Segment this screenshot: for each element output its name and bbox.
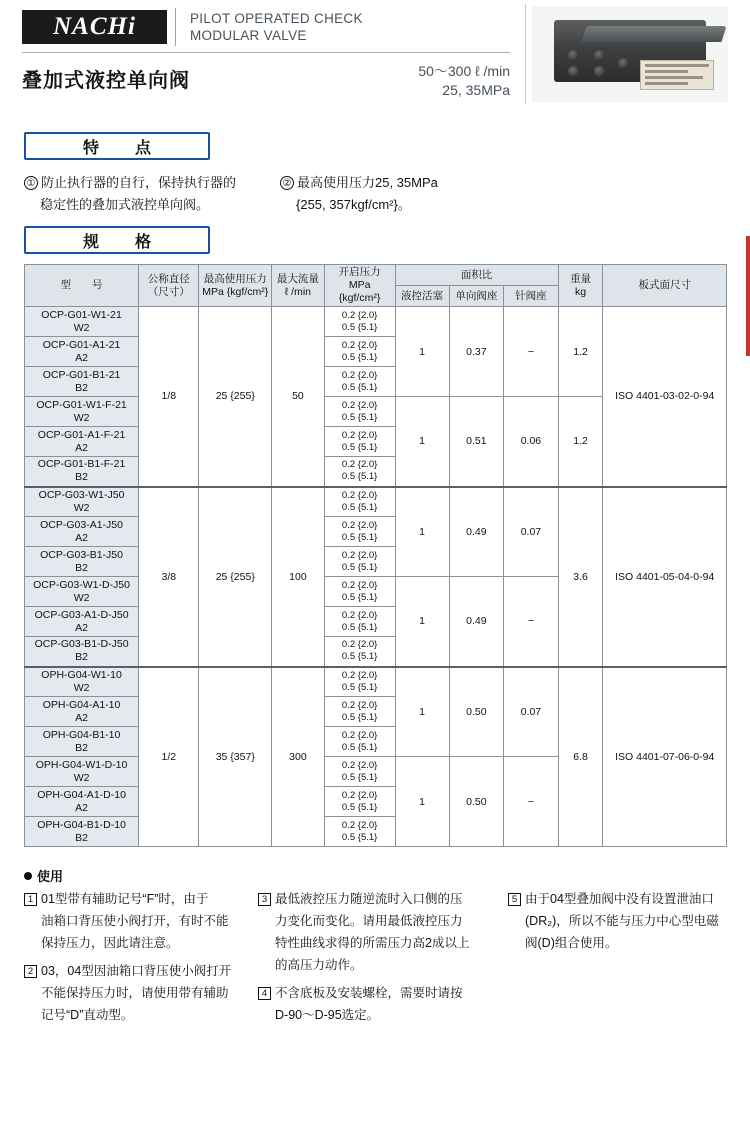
usage-note-4 [258,982,498,1026]
cell-mounting-dimension: ISO 4401-07-06-0-94 [603,667,727,847]
valve-body-illustration [554,20,706,82]
english-title-line1: PILOT OPERATED CHECK [190,11,363,26]
model-variant: A2 [75,621,88,634]
cracking-pressure-low: 0.2 {2.0} [341,669,378,681]
model-code: OCP-G03-A1-D-J50 [34,608,129,621]
cracking-pressure-high: 0.5 {5.1} [341,471,378,483]
cell-cracking-pressure [324,787,395,817]
valve-port-icon [618,58,629,69]
note-4-line1: 不含底板及安装螺栓，需要时请按 [275,986,463,1000]
feature-number-1: ① [24,176,38,190]
cell-area-piston: 1 [395,577,449,667]
model-code: OCP-G01-A1-21 [42,338,121,351]
note-number-2: 2 [24,965,37,978]
cracking-pressure-low: 0.2 {2.0} [341,609,378,621]
spec-table-body [25,307,727,847]
cracking-pressure-high: 0.5 {5.1} [341,561,378,573]
valve-port-icon [568,50,579,61]
cell-cracking-pressure [324,517,395,547]
cell-area-piston: 1 [395,397,449,487]
cell-model [25,787,139,817]
cell-cracking-pressure [324,667,395,697]
cell-area-check: 0.51 [449,397,504,487]
th-maxpress-l2: MPa {kgf/cm²} [202,285,269,298]
note-number-1: 1 [24,893,37,906]
cracking-pressure-low: 0.2 {2.0} [341,459,378,471]
th-area-needle: 针阀座 [504,286,559,307]
valve-port-icon [594,66,605,77]
spec-title-text: 规 格 [82,233,161,251]
cell-bore: 1/8 [139,307,199,487]
model-code: OCP-G01-W1-21 [41,308,122,321]
note-3-line1: 最低液控压力随逆流时入口侧的压 [275,892,463,906]
english-title [190,10,363,44]
cell-model [25,517,139,547]
header-vertical-divider [525,4,526,104]
cell-cracking-pressure [324,577,395,607]
note-1-line2: 油箱口背压使小阀打开，有时不能 [41,914,229,928]
note-5-line3: 阀(D)组合使用。 [525,936,618,950]
cracking-pressure-high: 0.5 {5.1} [341,441,378,453]
spec-section-title [24,226,210,254]
th-max-pressure [199,265,272,307]
bullet-icon [24,872,32,880]
model-variant: B2 [75,741,88,754]
cracking-pressure-low: 0.2 {2.0} [341,429,378,441]
cell-max-flow: 100 [272,487,325,667]
th-maxflow-l2: ℓ /min [284,285,311,298]
cell-area-check: 0.37 [449,307,504,397]
model-code: OCP-G03-W1-J50 [38,488,125,501]
cracking-pressure-high: 0.5 {5.1} [341,591,378,603]
model-code: OPH-G04-W1-10 [41,668,122,681]
cracking-pressure-high: 0.5 {5.1} [341,321,378,333]
model-code: OCP-G01-W1-F-21 [36,398,127,411]
model-variant: A2 [75,351,88,364]
th-area-check: 单向阀座 [449,286,504,307]
product-photo [532,6,728,102]
cell-model [25,487,139,517]
cell-bore: 3/8 [139,487,199,667]
cracking-pressure-low: 0.2 {2.0} [341,309,378,321]
cell-area-check: 0.49 [449,487,504,577]
cracking-pressure-high: 0.5 {5.1} [341,651,378,663]
cell-max-pressure: 35 {357} [199,667,272,847]
model-variant: B2 [75,651,88,664]
model-variant: A2 [75,531,88,544]
model-variant: B2 [75,561,88,574]
feature-item-1 [24,172,274,216]
cracking-pressure-low: 0.2 {2.0} [341,639,378,651]
cell-model [25,637,139,667]
model-code: OCP-G01-B1-F-21 [37,458,126,471]
cell-model [25,547,139,577]
model-code: OPH-G04-A1-10 [42,698,121,711]
usage-title [24,866,63,885]
cell-model [25,427,139,457]
spec-table-wrapper [24,264,727,847]
english-title-line2: MODULAR VALVE [190,28,307,43]
cell-weight: 6.8 [558,667,603,847]
header-rule [22,52,510,53]
model-code: OCP-G03-A1-J50 [40,518,123,531]
cell-cracking-pressure [324,337,395,367]
cell-area-piston: 1 [395,667,449,757]
cell-cracking-pressure [324,367,395,397]
model-code: OPH-G04-W1-D-10 [35,758,128,771]
cracking-pressure-low: 0.2 {2.0} [341,489,378,501]
note-3-line2: 力变化而变化。请用最低液控压力 [275,914,463,928]
cracking-pressure-low: 0.2 {2.0} [341,699,378,711]
feature-2-line1: 最高使用压力25, 35MPa [297,175,438,190]
cell-mounting-dimension: ISO 4401-05-04-0-94 [603,487,727,667]
cell-area-needle: − [504,577,559,667]
feature-1-line1: 防止执行器的自行，保持执行器的 [41,175,237,190]
spec-table-head [25,265,727,307]
model-variant: A2 [75,441,88,454]
cell-model [25,697,139,727]
model-code: OPH-G04-B1-10 [42,728,121,741]
note-2-line2: 不能保持压力时，请使用带有辅助 [41,986,229,1000]
model-code: OCP-G03-B1-D-J50 [34,638,129,651]
cell-model [25,397,139,427]
spec-table [24,264,727,847]
cell-max-pressure: 25 {255} [199,307,272,487]
chinese-title: 叠加式液控单向阀 [22,70,190,92]
cracking-pressure-high: 0.5 {5.1} [341,681,378,693]
nameplate-line [645,64,709,67]
cell-max-pressure: 25 {255} [199,487,272,667]
header-spec [300,62,510,100]
cracking-pressure-high: 0.5 {5.1} [341,771,378,783]
cracking-pressure-high: 0.5 {5.1} [341,531,378,543]
th-weight-l1: 重量 [570,272,592,285]
model-variant: B2 [75,831,88,844]
cell-area-needle: − [504,757,559,847]
th-cracking-pressure [324,265,395,307]
note-number-5: 5 [508,893,521,906]
cell-mounting-dimension: ISO 4401-03-02-0-94 [603,307,727,487]
note-5-line1: 由于04型叠加阀中没有设置泄油口 [525,892,714,906]
th-weight-l2: kg [575,285,587,298]
nameplate [640,60,714,90]
cell-cracking-pressure [324,727,395,757]
nameplate-line [645,82,688,85]
cracking-pressure-low: 0.2 {2.0} [341,579,378,591]
model-variant: A2 [75,801,88,814]
cracking-pressure-low: 0.2 {2.0} [341,369,378,381]
cell-model [25,817,139,847]
cracking-pressure-low: 0.2 {2.0} [341,339,378,351]
model-code: OCP-G01-A1-F-21 [37,428,126,441]
cell-area-piston: 1 [395,307,449,397]
cell-cracking-pressure [324,817,395,847]
cell-weight: 1.2 [558,307,603,397]
cracking-pressure-high: 0.5 {5.1} [341,621,378,633]
features-title-text: 特 点 [82,139,161,157]
page-edge-marker [746,236,750,356]
cell-weight: 3.6 [558,487,603,667]
note-3-line3: 特性曲线求得的所需压力高2成以上 [275,936,470,950]
th-bore-l1: 公称直径 [147,272,190,285]
cell-cracking-pressure [324,547,395,577]
note-number-4: 4 [258,987,271,1000]
th-bore [139,265,199,307]
note-5-line2: (DR₂)，所以不能与压力中心型电磁 [525,914,719,928]
cracking-pressure-low: 0.2 {2.0} [341,399,378,411]
cell-model [25,607,139,637]
th-area-ratio: 面积比 [395,265,558,286]
th-max-flow [272,265,325,307]
cell-model [25,367,139,397]
cell-cracking-pressure [324,607,395,637]
cell-max-flow: 300 [272,667,325,847]
th-weight [558,265,603,307]
feature-1-line2: 稳定性的叠加式液控单向阀。 [40,197,210,212]
valve-port-icon [568,66,579,77]
cell-cracking-pressure [324,637,395,667]
spec-flow: 50～300 ℓ /min [418,63,510,79]
cell-area-piston: 1 [395,757,449,847]
note-2-line3: 记号“D”直动型。 [41,1008,134,1022]
cell-cracking-pressure [324,307,395,337]
cracking-pressure-low: 0.2 {2.0} [341,549,378,561]
cell-area-needle: − [504,307,559,397]
note-1-line3: 保持压力，因此请注意。 [41,936,179,950]
brand-name: NACHi [53,13,136,40]
th-maxpress-l1: 最高使用压力 [203,272,267,285]
th-area-piston: 液控活塞 [395,286,449,307]
note-number-3: 3 [258,893,271,906]
cell-area-needle: 0.07 [504,487,559,577]
cell-weight: 1.2 [558,397,603,487]
cracking-pressure-high: 0.5 {5.1} [341,741,378,753]
cell-area-piston: 1 [395,487,449,577]
model-variant: B2 [75,381,88,394]
nameplate-line [645,70,688,73]
cell-model [25,667,139,697]
feature-item-2 [280,172,560,216]
cell-model [25,727,139,757]
cell-cracking-pressure [324,397,395,427]
th-crack-l2: MPa {kgf/cm²} [338,279,381,304]
features-section-title [24,132,210,160]
cell-cracking-pressure [324,697,395,727]
th-model: 型 号 [25,265,139,307]
cracking-pressure-high: 0.5 {5.1} [341,501,378,513]
cell-cracking-pressure [324,757,395,787]
model-variant: W2 [73,411,90,424]
cracking-pressure-low: 0.2 {2.0} [341,519,378,531]
model-variant: W2 [73,321,90,334]
usage-note-1 [24,888,249,954]
nachi-logo [22,10,167,44]
model-code: OPH-G04-B1-D-10 [37,818,126,831]
note-4-line2: D-90～D-95选定。 [275,1008,380,1022]
model-variant: W2 [73,681,90,694]
model-code: OCP-G01-B1-21 [42,368,121,381]
cracking-pressure-low: 0.2 {2.0} [341,819,378,831]
cell-model [25,307,139,337]
th-maxflow-l1: 最大流量 [276,272,319,285]
cell-cracking-pressure [324,427,395,457]
cracking-pressure-low: 0.2 {2.0} [341,759,378,771]
usage-note-3 [258,888,498,976]
cell-area-check: 0.50 [449,667,504,757]
model-variant: W2 [73,501,90,514]
cracking-pressure-high: 0.5 {5.1} [341,831,378,843]
model-code: OCP-G03-W1-D-J50 [33,578,130,591]
th-mounting: 板式面尺寸 [603,265,727,307]
model-code: OCP-G03-B1-J50 [40,548,123,561]
th-bore-l2: （尺寸） [147,285,190,298]
model-variant: B2 [75,471,88,484]
feature-number-2: ② [280,176,294,190]
cracking-pressure-high: 0.5 {5.1} [341,381,378,393]
usage-note-2 [24,960,249,1026]
page-header [0,0,750,110]
table-row [25,307,727,337]
table-row [25,487,727,517]
model-variant: W2 [73,591,90,604]
cell-model [25,757,139,787]
cell-cracking-pressure [324,457,395,487]
cell-bore: 1/2 [139,667,199,847]
note-3-line4: 的高压力动作。 [275,958,363,972]
cracking-pressure-low: 0.2 {2.0} [341,729,378,741]
model-code: OPH-G04-A1-D-10 [37,788,126,801]
cell-model [25,337,139,367]
note-1-line1: 01型带有辅助记号“F”时，由于 [41,892,209,906]
cracking-pressure-high: 0.5 {5.1} [341,711,378,723]
cell-model [25,577,139,607]
model-variant: A2 [75,711,88,724]
usage-note-5 [508,888,738,954]
table-header-row [25,265,727,286]
cell-model [25,457,139,487]
cell-area-needle: 0.06 [504,397,559,487]
cracking-pressure-low: 0.2 {2.0} [341,789,378,801]
th-crack-l1: 开启压力 [338,266,381,278]
note-2-line1: 03，04型因油箱口背压使小阀打开 [41,964,232,978]
cell-area-needle: 0.07 [504,667,559,757]
cell-area-check: 0.50 [449,757,504,847]
cracking-pressure-high: 0.5 {5.1} [341,351,378,363]
cell-max-flow: 50 [272,307,325,487]
usage-title-text: 使用 [37,869,64,884]
cracking-pressure-high: 0.5 {5.1} [341,801,378,813]
cell-cracking-pressure [324,487,395,517]
nameplate-line [645,76,703,79]
cell-area-check: 0.49 [449,577,504,667]
cracking-pressure-high: 0.5 {5.1} [341,411,378,423]
table-row [25,667,727,697]
feature-2-line2: {255, 357kgf/cm²}。 [296,197,411,212]
valve-port-icon [594,50,605,61]
spec-pressure: 25, 35MPa [442,82,510,98]
valve-top-face [581,26,726,42]
model-variant: W2 [73,771,90,784]
header-divider [175,8,176,46]
